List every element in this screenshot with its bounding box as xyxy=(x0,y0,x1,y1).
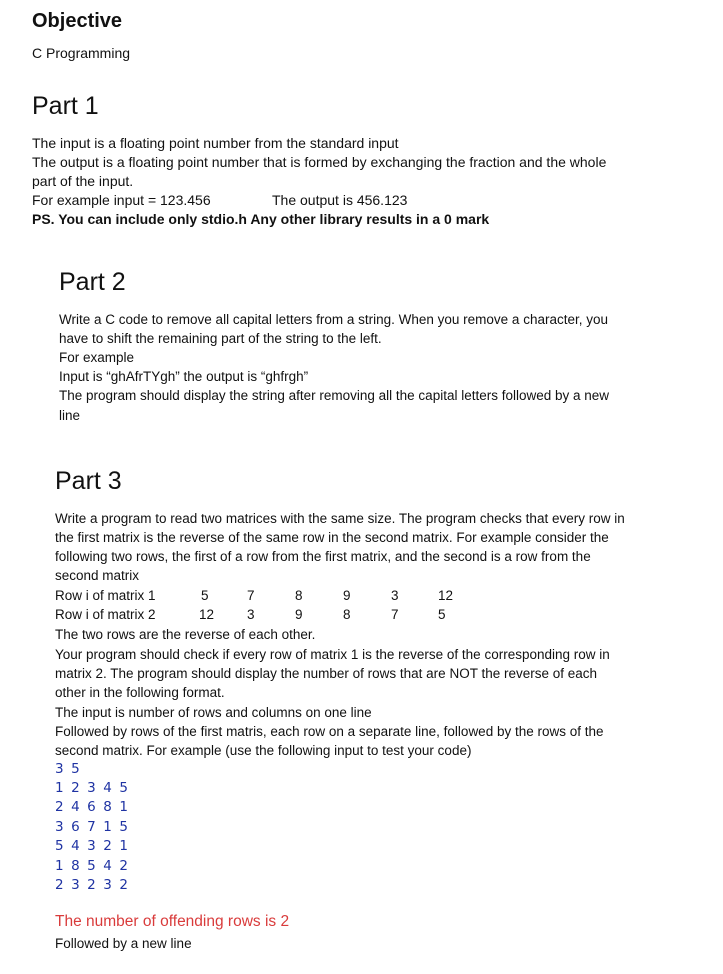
row-label: Row i of matrix 2 xyxy=(55,607,156,622)
part3-line: Your program should check if every row of matrix 1 is the reverse of the corresponding row in xyxy=(55,647,610,662)
part1-example-output: The output is 456.123 xyxy=(272,192,408,208)
part2-title: Part 2 xyxy=(59,268,126,296)
part3-line: The two rows are the reverse of each other. xyxy=(55,627,316,642)
sample-input-line: 1 2 3 4 5 xyxy=(55,780,130,796)
sample-input-line: 2 4 6 8 1 xyxy=(55,799,130,815)
part3-line: the first matrix is the reverse of the same row in the second matrix. For example consider the xyxy=(55,530,609,545)
row-value: 8 xyxy=(343,607,351,622)
row-value: 7 xyxy=(391,607,399,622)
row-value: 12 xyxy=(438,588,454,603)
part2-line: For example xyxy=(59,350,135,365)
output-note: Followed by a new line xyxy=(55,936,192,951)
sample-input-line: 3 6 7 1 5 xyxy=(55,819,130,835)
part2-line: Input is “ghAfrTYgh” the output is “ghfrgh” xyxy=(59,369,309,384)
row-value: 7 xyxy=(247,588,255,603)
part3-line: Followed by rows of the first matris, each row on a separate line, followed by the rows of the xyxy=(55,724,604,739)
row-value: 12 xyxy=(199,607,215,622)
objective-title: Objective xyxy=(32,10,123,32)
part3-title: Part 3 xyxy=(55,467,122,495)
sample-input-line: 2 3 2 3 2 xyxy=(55,877,130,893)
part3-line: The input is number of rows and columns on one line xyxy=(55,705,372,720)
part1-title: Part 1 xyxy=(32,92,99,120)
row-value: 9 xyxy=(343,588,351,603)
sample-input-line: 3 5 xyxy=(55,761,82,777)
part3-line: following two rows, the first of a row from the first matrix, and the second is a row from the xyxy=(55,549,591,564)
part1-ps-note: PS. You can include only stdio.h Any other library results in a 0 mark xyxy=(32,211,490,227)
part2-line: have to shift the remaining part of the string to the left. xyxy=(59,331,382,346)
expected-output: The number of offending rows is 2 xyxy=(55,913,290,930)
sample-input-line: 5 4 3 2 1 xyxy=(55,838,130,854)
part1-line: The output is a floating point number that is formed by exchanging the fraction and the whole xyxy=(32,154,607,170)
sample-input-line: 1 8 5 4 2 xyxy=(55,858,130,874)
row-value: 5 xyxy=(438,607,446,622)
row-value: 3 xyxy=(391,588,399,603)
part1-line: part of the input. xyxy=(32,173,134,189)
part2-line: The program should display the string after removing all the capital letters followed by a new xyxy=(59,388,610,403)
row-value: 3 xyxy=(247,607,255,622)
objective-subtitle: C Programming xyxy=(32,45,131,61)
part2-line: line xyxy=(59,408,81,423)
part3-line: second matrix xyxy=(55,568,140,583)
part3-line: other in the following format. xyxy=(55,685,225,700)
part1-example-input: For example input = 123.456 xyxy=(32,192,211,208)
part2-line: Write a C code to remove all capital letters from a string. When you remove a character, you xyxy=(59,312,608,327)
part3-line: Write a program to read two matrices with the same size. The program checks that every row in xyxy=(55,511,625,526)
row-value: 8 xyxy=(295,588,303,603)
row-value: 9 xyxy=(295,607,303,622)
part3-line: matrix 2. The program should display the number of rows that are NOT the reverse of each xyxy=(55,666,598,681)
part1-line: The input is a floating point number from the standard input xyxy=(32,135,399,151)
part3-line: second matrix. For example (use the following input to test your code) xyxy=(55,743,472,758)
row-label: Row i of matrix 1 xyxy=(55,588,156,603)
row-value: 5 xyxy=(201,588,209,603)
